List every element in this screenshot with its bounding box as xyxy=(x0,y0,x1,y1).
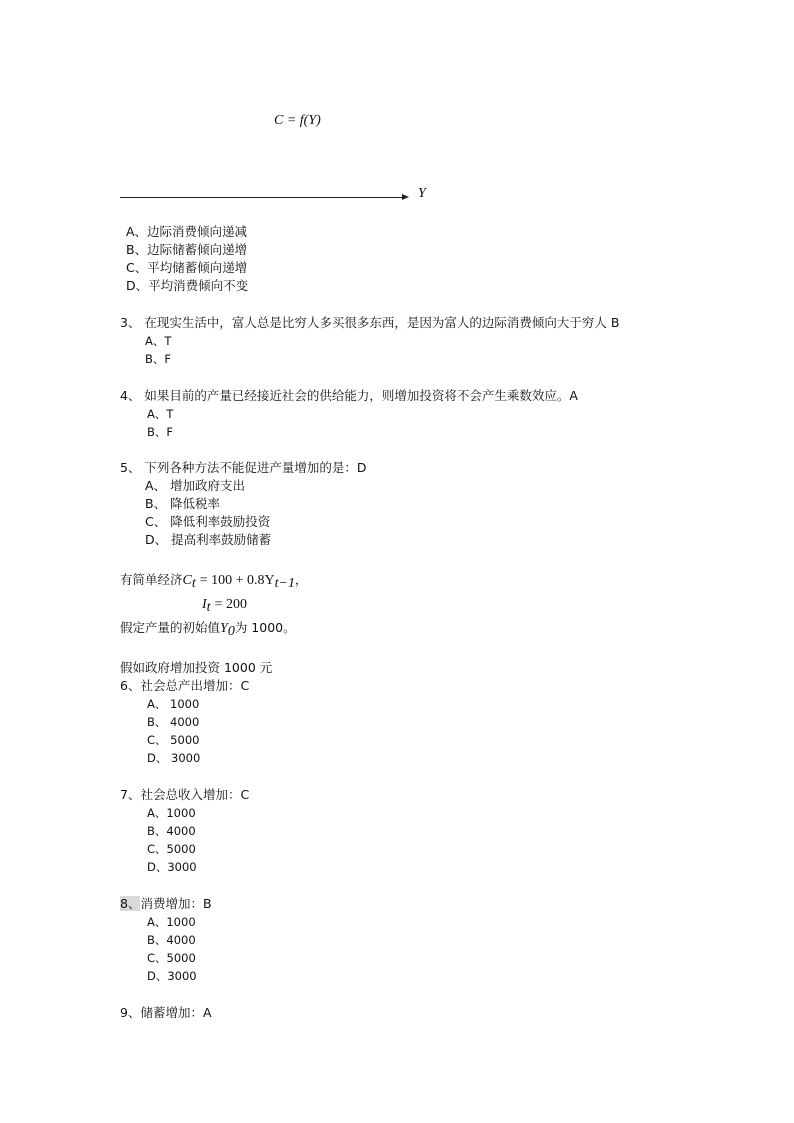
x-axis-arrow xyxy=(402,194,409,200)
q3-text: 3、 在现实生活中，富人总是比穷人多买很多东西，是因为富人的边际消费倾向大于穷人 B xyxy=(120,315,620,330)
q3-option-b: B、F xyxy=(145,352,172,366)
x-axis-line xyxy=(120,197,404,198)
q6-option-b: B、 4000 xyxy=(147,715,200,729)
q8-option-d: D、3000 xyxy=(147,969,197,983)
q8-option-b: B、4000 xyxy=(147,933,196,947)
q6-option-d: D、 3000 xyxy=(147,751,201,765)
q4-option-b: B、F xyxy=(147,425,174,439)
eq2-lhs: I xyxy=(202,597,207,612)
q7-option-d: D、3000 xyxy=(147,860,197,874)
init-post: 为 1000。 xyxy=(234,620,296,635)
q2-option-b: B、边际储蓄倾向递增 xyxy=(126,242,248,257)
q3-option-a: A、T xyxy=(145,334,172,348)
q8-text xyxy=(120,896,212,912)
q4-option-a: A、T xyxy=(147,407,174,421)
eq2-rhs: = 200 xyxy=(214,597,247,612)
economy-equation-1 xyxy=(120,572,308,592)
eq1-rhs-sub: t−1 xyxy=(274,576,295,591)
q8-number-highlight: 8、 xyxy=(120,896,141,911)
q4-text: 4、 如果目前的产量已经接近社会的供给能力，则增加投资将不会产生乘数效应。A xyxy=(120,388,578,403)
q6-text: 6、社会总产出增加：C xyxy=(120,678,250,693)
q7-option-b: B、4000 xyxy=(147,824,196,838)
init-pre: 假定产量的初始值 xyxy=(120,620,221,635)
initial-output xyxy=(120,620,296,640)
q2-option-a: A、边际消费倾向递减 xyxy=(126,224,248,239)
q5-text: 5、 下列各种方法不能促进产量增加的是：D xyxy=(120,460,367,475)
q5-option-d: D、 提高利率鼓励储蓄 xyxy=(145,532,272,547)
init-var: Y xyxy=(220,621,228,636)
eq2-lhs-sub: t xyxy=(206,600,211,615)
q5-option-a: A、 增加政府支出 xyxy=(145,478,246,493)
scenario-text: 假如政府增加投资 1000 元 xyxy=(120,660,273,675)
economy-equation-2 xyxy=(202,596,247,616)
q5-option-c: C、 降低利率鼓励投资 xyxy=(145,514,271,529)
q5-option-b: B、 降低税率 xyxy=(145,496,221,511)
q6-option-a: A、 1000 xyxy=(147,697,200,711)
q7-option-c: C、5000 xyxy=(147,842,196,856)
init-sub: 0 xyxy=(227,624,235,639)
eq1-lhs-sub: t xyxy=(191,576,196,591)
q6-option-c: C、 5000 xyxy=(147,733,200,747)
consumption-function-label: C = f(Y) xyxy=(274,113,321,128)
q2-option-d: D、平均消费倾向不变 xyxy=(126,278,249,293)
eq1-lhs: C xyxy=(182,573,192,588)
q9-text: 9、储蓄增加：A xyxy=(120,1005,212,1020)
q8-option-a: A、1000 xyxy=(147,915,196,929)
eq1-rhs: = 100 + 0.8Y xyxy=(199,573,275,588)
q7-text: 7、社会总收入增加：C xyxy=(120,787,250,802)
eq1-tail: ， xyxy=(294,572,308,587)
q8-option-c: C、5000 xyxy=(147,951,196,965)
economy-intro: 有简单经济 xyxy=(120,572,183,587)
q2-option-c: C、平均储蓄倾向递增 xyxy=(126,260,248,275)
q7-option-a: A、1000 xyxy=(147,806,196,820)
x-axis-label: Y xyxy=(418,186,426,201)
q8-question: 消费增加：B xyxy=(140,896,212,911)
